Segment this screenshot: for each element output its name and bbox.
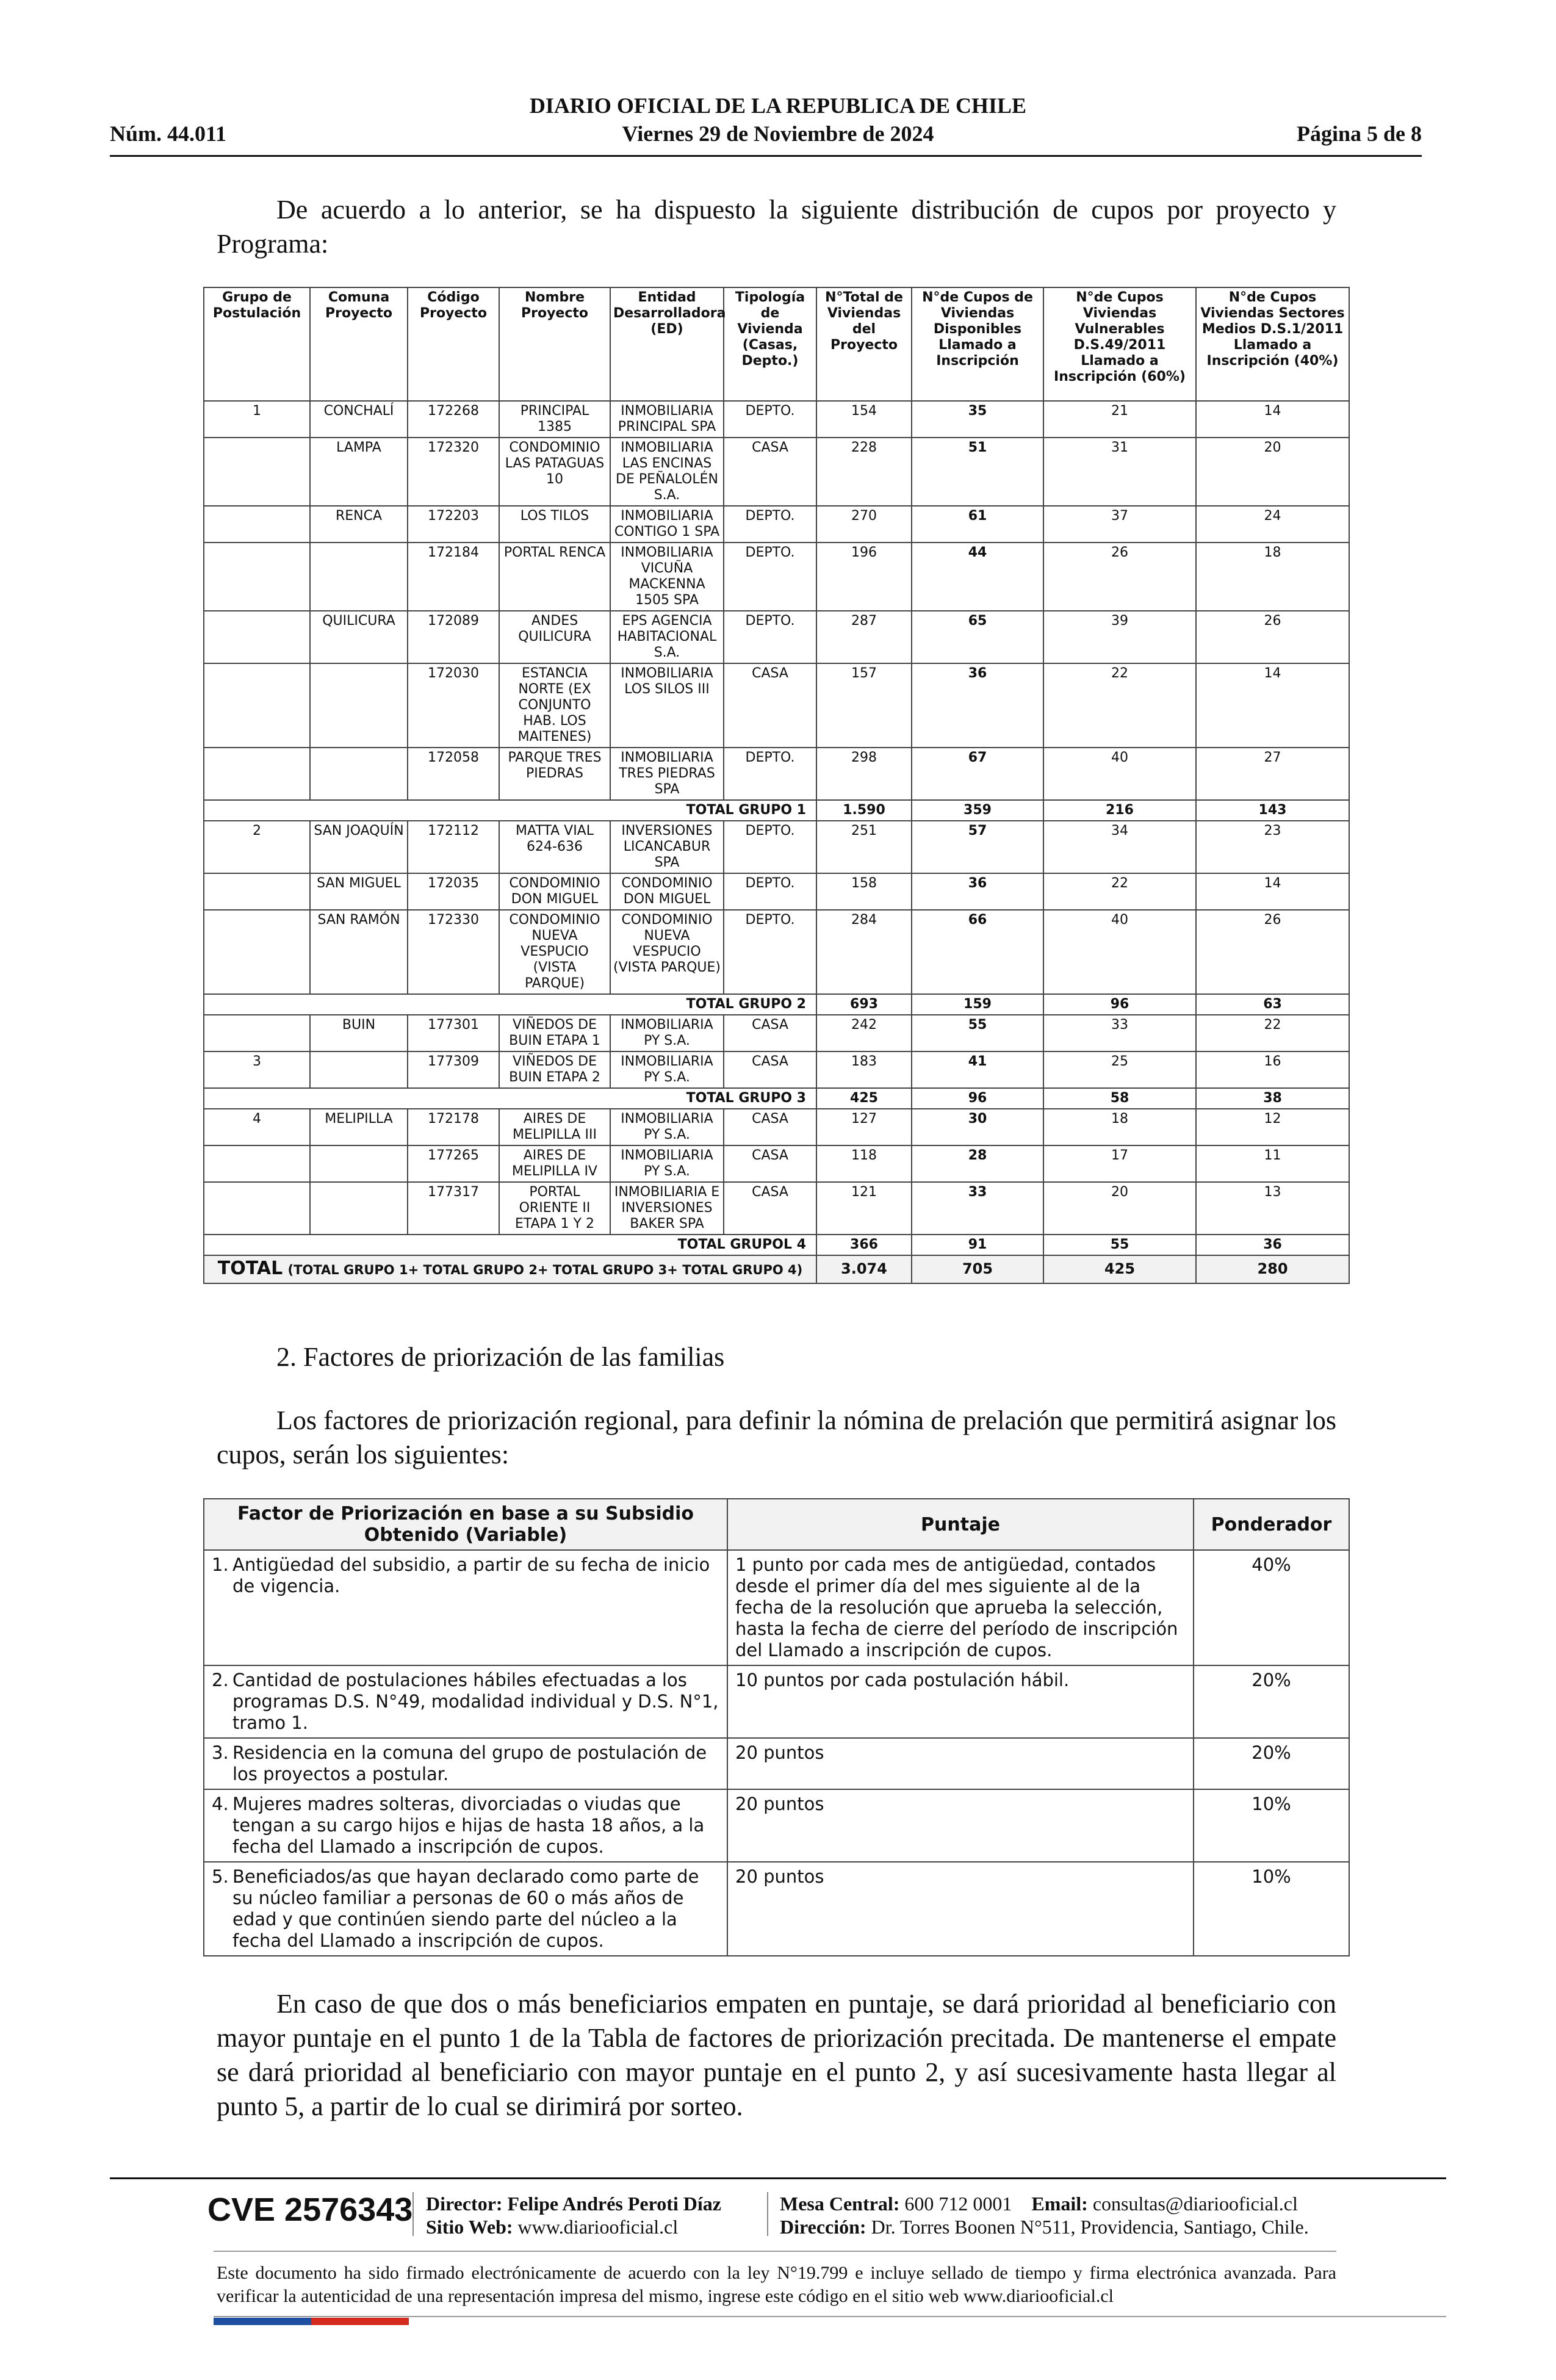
- factor-cell: [204, 1665, 727, 1738]
- footer-rule: [110, 2177, 1446, 2179]
- cell-medios: 13: [1196, 1182, 1349, 1235]
- cell-vulnerables: 26: [1043, 543, 1196, 611]
- grand-total-cupos: 705: [912, 1255, 1043, 1283]
- mesa-label: Mesa Central:: [780, 2193, 900, 2215]
- cell-grupo: 3: [204, 1051, 310, 1088]
- cell-entidad: EPS AGENCIA HABITACIONAL S.A.: [610, 611, 724, 663]
- group-total-row: [204, 1235, 1349, 1255]
- director-label: Director:: [426, 2193, 503, 2215]
- factor-text: Beneficiados/as que hayan declarado como parte de su núcleo familiar a personas de 60 o más años de edad y que continúen siendo parte del núcleo a la fecha del Llamado a inscripción de cupos.: [232, 1866, 699, 1951]
- cell-grupo: 1: [204, 401, 310, 438]
- cell-grupo: 4: [204, 1109, 310, 1145]
- factors-col-factor: Factor de Priorización en base a su Subsidio Obtenido (Variable): [204, 1499, 727, 1550]
- cell-nombre: CONDOMINIO NUEVA VESPUCIO (VISTA PARQUE): [499, 910, 610, 994]
- cell-grupo: [204, 663, 310, 748]
- cell-comuna: SAN RAMÓN: [310, 910, 408, 994]
- ponderador-cell: 40%: [1194, 1550, 1349, 1665]
- section2-paragraph: [217, 1404, 1336, 1472]
- grand-total-row: [204, 1255, 1349, 1283]
- cell-comuna: MELIPILLA: [310, 1109, 408, 1145]
- grand-total-word: TOTAL: [217, 1258, 283, 1279]
- col-header-tipologia: Tipología de Vivienda (Casas, Depto.): [724, 287, 816, 401]
- flag-stripe-blue: [214, 2318, 311, 2325]
- direccion-label: Dirección:: [780, 2216, 866, 2238]
- cell-vulnerables: 17: [1043, 1145, 1196, 1182]
- cell-codigo: 172330: [408, 910, 499, 994]
- group-total-row: [204, 994, 1349, 1015]
- grand-total-vulnerables: 425: [1043, 1255, 1196, 1283]
- cell-comuna: [310, 663, 408, 748]
- cell-entidad: INMOBILIARIA VICUÑA MACKENNA 1505 SPA: [610, 543, 724, 611]
- newspaper-title: DIARIO OFICIAL DE LA REPUBLICA DE CHILE: [529, 93, 1027, 118]
- cell-nombre: PORTAL ORIENTE II ETAPA 1 Y 2: [499, 1182, 610, 1235]
- factor-text: Mujeres madres solteras, divorciadas o viudas que tengan a su cargo hijos e hijas de hasta 18 años, a la fecha del Llamado a inscripción de cupos.: [232, 1794, 705, 1857]
- grand-total-detail: (TOTAL GRUPO 1+ TOTAL GRUPO 2+ TOTAL GRUPO 3+ TOTAL GRUPO 4): [287, 1263, 803, 1277]
- footer-separator: [412, 2192, 414, 2236]
- factor-cell: [204, 1862, 727, 1956]
- factor-text: Cantidad de postulaciones hábiles efectuadas a los programas D.S. N°49, modalidad individual y D.S. N°1, tramo 1.: [232, 1670, 719, 1733]
- cell-cupos: 61: [912, 506, 1043, 543]
- director-name: Felipe Andrés Peroti Díaz: [507, 2193, 721, 2215]
- cell-comuna: CONCHALÍ: [310, 401, 408, 438]
- page-indicator: Página 5 de 8: [1296, 121, 1422, 146]
- cell-medios: 14: [1196, 401, 1349, 438]
- factor-row: [204, 1550, 1349, 1665]
- table-row: [204, 1015, 1349, 1051]
- group-total-row: [204, 1088, 1349, 1109]
- cell-comuna: SAN JOAQUÍN: [310, 821, 408, 873]
- group-total-vulnerables: 58: [1043, 1088, 1196, 1109]
- cell-medios: 20: [1196, 438, 1349, 506]
- factor-row: [204, 1789, 1349, 1862]
- cell-comuna: [310, 1182, 408, 1235]
- cell-tipologia: DEPTO.: [724, 748, 816, 800]
- cell-total: 287: [816, 611, 912, 663]
- cell-tipologia: DEPTO.: [724, 506, 816, 543]
- table-row: [204, 1145, 1349, 1182]
- cell-total: 127: [816, 1109, 912, 1145]
- cell-comuna: [310, 748, 408, 800]
- group-total-vulnerables: 96: [1043, 994, 1196, 1015]
- group-total-label: TOTAL GRUPOL 4: [204, 1235, 816, 1255]
- cell-cupos: 65: [912, 611, 1043, 663]
- cell-codigo: 172035: [408, 873, 499, 910]
- section2-heading: [217, 1340, 1336, 1374]
- cell-medios: 11: [1196, 1145, 1349, 1182]
- cell-vulnerables: 37: [1043, 506, 1196, 543]
- cell-vulnerables: 34: [1043, 821, 1196, 873]
- factor-row: [204, 1738, 1349, 1789]
- cell-cupos: 36: [912, 663, 1043, 748]
- group-total-cupos: 91: [912, 1235, 1043, 1255]
- priority-factors-table: [203, 1498, 1350, 1956]
- intro-paragraph: [217, 193, 1336, 261]
- col-header-medios: N°de Cupos Viviendas Sectores Medios D.S.1/2011 Llamado a Inscripción (40%): [1196, 287, 1349, 401]
- cell-cupos: 33: [912, 1182, 1043, 1235]
- cell-medios: 23: [1196, 821, 1349, 873]
- cell-cupos: 67: [912, 748, 1043, 800]
- issue-number: Núm. 44.011: [110, 121, 227, 146]
- cell-codigo: 172089: [408, 611, 499, 663]
- factor-number: 2.: [212, 1670, 229, 1690]
- group-total-medios: 36: [1196, 1235, 1349, 1255]
- issue-date: Viernes 29 de Noviembre de 2024: [622, 121, 934, 146]
- group-total-medios: 38: [1196, 1088, 1349, 1109]
- factor-number: 4.: [212, 1794, 229, 1814]
- puntaje-cell: 10 puntos por cada postulación hábil.: [727, 1665, 1194, 1738]
- cell-tipologia: CASA: [724, 663, 816, 748]
- ponderador-cell: 10%: [1194, 1862, 1349, 1956]
- group-total-vulnerables: 55: [1043, 1235, 1196, 1255]
- cell-vulnerables: 25: [1043, 1051, 1196, 1088]
- cell-vulnerables: 39: [1043, 611, 1196, 663]
- cell-total: 228: [816, 438, 912, 506]
- cell-codigo: 177265: [408, 1145, 499, 1182]
- cell-codigo: 172320: [408, 438, 499, 506]
- cell-nombre: PORTAL RENCA: [499, 543, 610, 611]
- cell-cupos: 55: [912, 1015, 1043, 1051]
- footer-contact-block: [780, 2192, 1309, 2238]
- col-header-grupo: Grupo de Postulación: [204, 287, 310, 401]
- grand-total-viviendas: 3.074: [816, 1255, 912, 1283]
- cell-comuna: LAMPA: [310, 438, 408, 506]
- group-total-cupos: 159: [912, 994, 1043, 1015]
- cell-tipologia: DEPTO.: [724, 611, 816, 663]
- closing-text: En caso de que dos o más beneficiarios empaten en puntaje, se dará prioridad al beneficiario con mayor puntaje en el punto 1 de la Tabla de factores de priorización precitada. De mantenerse el empate se dará prioridad al beneficiario con mayor puntaje en el punto 2, y así sucesivamente hasta llegar al punto 5, a partir de lo cual se dirimirá por sorteo.: [217, 1989, 1336, 2121]
- header-rule: [110, 155, 1422, 157]
- cell-total: 118: [816, 1145, 912, 1182]
- cell-codigo: 177301: [408, 1015, 499, 1051]
- cell-cupos: 41: [912, 1051, 1043, 1088]
- group-total-total: 425: [816, 1088, 912, 1109]
- cell-nombre: ESTANCIA NORTE (EX CONJUNTO HAB. LOS MAITENES): [499, 663, 610, 748]
- group-total-label: TOTAL GRUPO 1: [204, 800, 816, 821]
- col-header-entidad: Entidad Desarrolladora (ED): [610, 287, 724, 401]
- cell-comuna: [310, 1145, 408, 1182]
- cell-nombre: ANDES QUILICURA: [499, 611, 610, 663]
- cell-nombre: CONDOMINIO DON MIGUEL: [499, 873, 610, 910]
- cell-nombre: AIRES DE MELIPILLA IV: [499, 1145, 610, 1182]
- cell-nombre: VIÑEDOS DE BUIN ETAPA 1: [499, 1015, 610, 1051]
- group-total-label: TOTAL GRUPO 2: [204, 994, 816, 1015]
- ponderador-cell: 10%: [1194, 1789, 1349, 1862]
- cell-total: 251: [816, 821, 912, 873]
- ponderador-cell: 20%: [1194, 1738, 1349, 1789]
- cell-total: 270: [816, 506, 912, 543]
- cell-entidad: CONDOMINIO DON MIGUEL: [610, 873, 724, 910]
- cell-comuna: [310, 543, 408, 611]
- cell-grupo: 2: [204, 821, 310, 873]
- signature-note: Este documento ha sido firmado electrónicamente de acuerdo con la ley N°19.799 e incluye sellado de tiempo y firma electrónica avanzada. Para verificar la autenticidad de una representación impresa del mismo, ingrese este código en el sitio web www.diariooficial.cl: [217, 2263, 1336, 2306]
- cell-vulnerables: 31: [1043, 438, 1196, 506]
- group-total-row: [204, 800, 1349, 821]
- email-label: Email:: [1031, 2193, 1088, 2215]
- cell-tipologia: CASA: [724, 1182, 816, 1235]
- cell-total: 196: [816, 543, 912, 611]
- cell-vulnerables: 21: [1043, 401, 1196, 438]
- footer-separator: [767, 2192, 768, 2236]
- cell-vulnerables: 40: [1043, 910, 1196, 994]
- cell-total: 157: [816, 663, 912, 748]
- cell-entidad: INMOBILIARIA PY S.A.: [610, 1015, 724, 1051]
- distribution-table: [203, 287, 1350, 1284]
- cve-code: CVE 2576343: [207, 2191, 413, 2228]
- factor-text: Antigüedad del subsidio, a partir de su fecha de inicio de vigencia.: [232, 1554, 710, 1596]
- cell-medios: 26: [1196, 611, 1349, 663]
- cell-total: 298: [816, 748, 912, 800]
- cell-medios: 14: [1196, 663, 1349, 748]
- footer-rule: [214, 2316, 1446, 2317]
- ponderador-cell: 20%: [1194, 1665, 1349, 1738]
- cell-nombre: VIÑEDOS DE BUIN ETAPA 2: [499, 1051, 610, 1088]
- cell-tipologia: CASA: [724, 1145, 816, 1182]
- cell-tipologia: CASA: [724, 1015, 816, 1051]
- cell-cupos: 35: [912, 401, 1043, 438]
- group-total-medios: 63: [1196, 994, 1349, 1015]
- web-label: Sitio Web:: [426, 2216, 513, 2238]
- web-link[interactable]: www.diariooficial.cl: [517, 2216, 679, 2238]
- cell-nombre: LOS TILOS: [499, 506, 610, 543]
- cell-nombre: MATTA VIAL 624-636: [499, 821, 610, 873]
- group-total-total: 693: [816, 994, 912, 1015]
- cell-entidad: INMOBILIARIA CONTIGO 1 SPA: [610, 506, 724, 543]
- cell-comuna: QUILICURA: [310, 611, 408, 663]
- cell-total: 158: [816, 873, 912, 910]
- cell-vulnerables: 20: [1043, 1182, 1196, 1235]
- cell-nombre: PARQUE TRES PIEDRAS: [499, 748, 610, 800]
- cell-medios: 12: [1196, 1109, 1349, 1145]
- cell-medios: 27: [1196, 748, 1349, 800]
- col-header-vulnerables: N°de Cupos Viviendas Vulnerables D.S.49/2011 Llamado a Inscripción (60%): [1043, 287, 1196, 401]
- cell-grupo: [204, 506, 310, 543]
- cell-entidad: CONDOMINIO NUEVA VESPUCIO (VISTA PARQUE): [610, 910, 724, 994]
- factor-row: [204, 1665, 1349, 1738]
- table-header-row: [204, 287, 1349, 401]
- cell-entidad: INMOBILIARIA TRES PIEDRAS SPA: [610, 748, 724, 800]
- group-total-total: 1.590: [816, 800, 912, 821]
- cell-entidad: INMOBILIARIA LAS ENCINAS DE PEÑALOLÉN S.A.: [610, 438, 724, 506]
- col-header-comuna: Comuna Proyecto: [310, 287, 408, 401]
- cell-medios: 24: [1196, 506, 1349, 543]
- table-row: [204, 1109, 1349, 1145]
- cell-entidad: INMOBILIARIA PY S.A.: [610, 1109, 724, 1145]
- cell-cupos: 36: [912, 873, 1043, 910]
- cell-medios: 16: [1196, 1051, 1349, 1088]
- direccion-value: Dr. Torres Boonen N°511, Providencia, Santiago, Chile.: [871, 2216, 1309, 2238]
- cell-entidad: INMOBILIARIA LOS SILOS III: [610, 663, 724, 748]
- footer-director-block: [426, 2192, 721, 2238]
- puntaje-cell: 20 puntos: [727, 1738, 1194, 1789]
- cell-grupo: [204, 438, 310, 506]
- factor-number: 5.: [212, 1866, 229, 1887]
- cell-vulnerables: 22: [1043, 873, 1196, 910]
- cell-grupo: [204, 611, 310, 663]
- factors-col-puntaje: Puntaje: [727, 1499, 1194, 1550]
- group-total-label: TOTAL GRUPO 3: [204, 1088, 816, 1109]
- closing-paragraph: [217, 1987, 1336, 2124]
- col-header-cupos: N°de Cupos de Viviendas Disponibles Llamado a Inscripción: [912, 287, 1043, 401]
- cell-medios: 26: [1196, 910, 1349, 994]
- cell-tipologia: DEPTO.: [724, 873, 816, 910]
- cell-nombre: AIRES DE MELIPILLA III: [499, 1109, 610, 1145]
- factor-row: [204, 1862, 1349, 1956]
- puntaje-cell: 20 puntos: [727, 1789, 1194, 1862]
- cell-codigo: 172178: [408, 1109, 499, 1145]
- table-row: [204, 506, 1349, 543]
- table-row: [204, 401, 1349, 438]
- cell-entidad: INVERSIONES LICANCABUR SPA: [610, 821, 724, 873]
- cell-cupos: 44: [912, 543, 1043, 611]
- cell-nombre: CONDOMINIO LAS PATAGUAS 10: [499, 438, 610, 506]
- group-total-cupos: 96: [912, 1088, 1043, 1109]
- mesa-phone: 600 712 0001: [904, 2193, 1012, 2215]
- flag-stripe-red: [311, 2318, 409, 2325]
- cell-tipologia: CASA: [724, 1109, 816, 1145]
- cell-grupo: [204, 1145, 310, 1182]
- cell-grupo: [204, 748, 310, 800]
- group-total-vulnerables: 216: [1043, 800, 1196, 821]
- cell-vulnerables: 22: [1043, 663, 1196, 748]
- factor-cell: [204, 1789, 727, 1862]
- cell-total: 121: [816, 1182, 912, 1235]
- cell-codigo: 172268: [408, 401, 499, 438]
- cell-grupo: [204, 1182, 310, 1235]
- cell-medios: 22: [1196, 1015, 1349, 1051]
- cell-grupo: [204, 873, 310, 910]
- factors-col-ponderador: Ponderador: [1194, 1499, 1349, 1550]
- cell-grupo: [204, 543, 310, 611]
- cell-comuna: [310, 1051, 408, 1088]
- cell-entidad: INMOBILIARIA PY S.A.: [610, 1051, 724, 1088]
- puntaje-cell: 20 puntos: [727, 1862, 1194, 1956]
- cell-vulnerables: 18: [1043, 1109, 1196, 1145]
- cell-grupo: [204, 910, 310, 994]
- cell-medios: 14: [1196, 873, 1349, 910]
- cell-tipologia: CASA: [724, 438, 816, 506]
- footer-rule: [214, 2251, 1336, 2252]
- section2-intro: Los factores de priorización regional, para definir la nómina de prelación que permitirá asignar los cupos, serán los siguientes:: [217, 1405, 1336, 1469]
- cell-codigo: 172030: [408, 663, 499, 748]
- table-row: [204, 611, 1349, 663]
- table-row: [204, 1182, 1349, 1235]
- cell-cupos: 51: [912, 438, 1043, 506]
- factor-text: Residencia en la comuna del grupo de postulación de los proyectos a postular.: [232, 1742, 707, 1784]
- cell-tipologia: DEPTO.: [724, 401, 816, 438]
- cell-entidad: INMOBILIARIA PY S.A.: [610, 1145, 724, 1182]
- table-row: [204, 663, 1349, 748]
- cell-codigo: 172184: [408, 543, 499, 611]
- table-row: [204, 910, 1349, 994]
- col-header-codigo: Código Proyecto: [408, 287, 499, 401]
- cell-nombre: PRINCIPAL 1385: [499, 401, 610, 438]
- cell-codigo: 172203: [408, 506, 499, 543]
- cell-cupos: 30: [912, 1109, 1043, 1145]
- col-header-total: N°Total de Viviendas del Proyecto: [816, 287, 912, 401]
- table-row: [204, 821, 1349, 873]
- cell-comuna: SAN MIGUEL: [310, 873, 408, 910]
- grand-total-medios: 280: [1196, 1255, 1349, 1283]
- factor-number: 1.: [212, 1554, 229, 1575]
- table-row: [204, 543, 1349, 611]
- cell-total: 242: [816, 1015, 912, 1051]
- cell-codigo: 177317: [408, 1182, 499, 1235]
- factor-number: 3.: [212, 1742, 229, 1763]
- section2-title: 2. Factores de priorización de las familias: [276, 1342, 725, 1372]
- cell-entidad: INMOBILIARIA PRINCIPAL SPA: [610, 401, 724, 438]
- group-total-medios: 143: [1196, 800, 1349, 821]
- cell-entidad: INMOBILIARIA E INVERSIONES BAKER SPA: [610, 1182, 724, 1235]
- table-row: [204, 873, 1349, 910]
- table-row: [204, 748, 1349, 800]
- cell-tipologia: DEPTO.: [724, 543, 816, 611]
- cell-comuna: BUIN: [310, 1015, 408, 1051]
- puntaje-cell: 1 punto por cada mes de antigüedad, contados desde el primer día del mes siguiente al de la fecha de la resolución que aprueba la selección, hasta la fecha de cierre del período de inscripción del Llamado a inscripción de cupos.: [727, 1550, 1194, 1665]
- group-total-cupos: 359: [912, 800, 1043, 821]
- cell-vulnerables: 40: [1043, 748, 1196, 800]
- cell-total: 284: [816, 910, 912, 994]
- cell-vulnerables: 33: [1043, 1015, 1196, 1051]
- cell-codigo: 172058: [408, 748, 499, 800]
- factor-cell: [204, 1738, 727, 1789]
- cell-comuna: RENCA: [310, 506, 408, 543]
- cell-total: 183: [816, 1051, 912, 1088]
- cell-tipologia: DEPTO.: [724, 821, 816, 873]
- table-row: [204, 1051, 1349, 1088]
- cell-grupo: [204, 1015, 310, 1051]
- cell-cupos: 57: [912, 821, 1043, 873]
- cell-tipologia: DEPTO.: [724, 910, 816, 994]
- cell-medios: 18: [1196, 543, 1349, 611]
- cell-tipologia: CASA: [724, 1051, 816, 1088]
- cell-cupos: 66: [912, 910, 1043, 994]
- factor-cell: [204, 1550, 727, 1665]
- cell-total: 154: [816, 401, 912, 438]
- email-link[interactable]: consultas@diariooficial.cl: [1092, 2193, 1298, 2215]
- group-total-total: 366: [816, 1235, 912, 1255]
- cell-cupos: 28: [912, 1145, 1043, 1182]
- factors-header-row: [204, 1499, 1349, 1550]
- grand-total-label: [204, 1255, 816, 1283]
- intro-text: De acuerdo a lo anterior, se ha dispuesto la siguiente distribución de cupos por proyecto y Programa:: [217, 195, 1336, 259]
- cell-codigo: 177309: [408, 1051, 499, 1088]
- col-header-nombre: Nombre Proyecto: [499, 287, 610, 401]
- cell-codigo: 172112: [408, 821, 499, 873]
- table-row: [204, 438, 1349, 506]
